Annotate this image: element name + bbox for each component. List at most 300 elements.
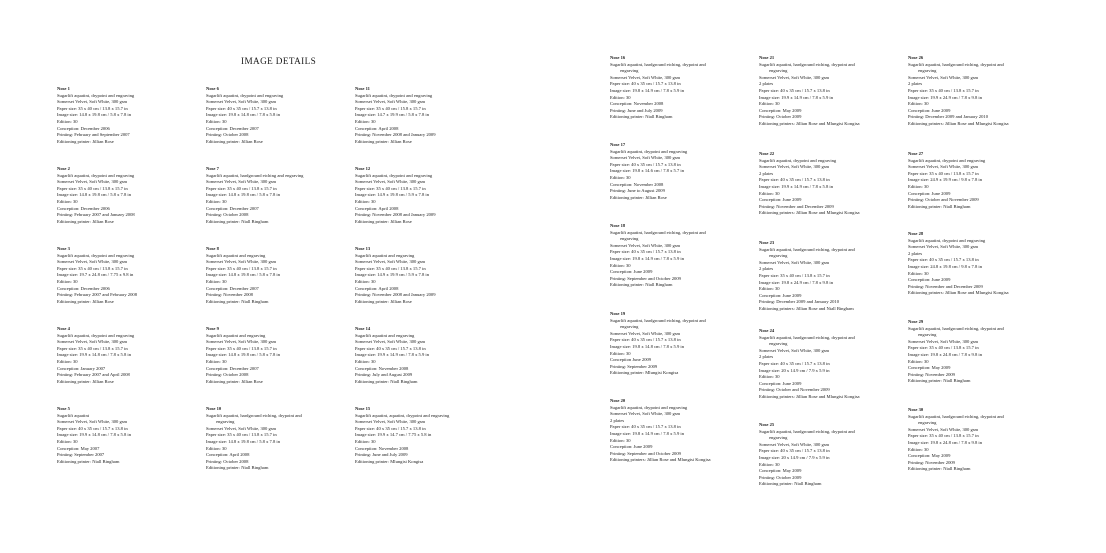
entry-detail-line: Editioning printers: Jillian Rose and Mlungisi Kongisa [759, 210, 860, 216]
entry-detail-line: Printing: October and November 2009 [759, 387, 830, 393]
entry-title: Nose 30 [908, 407, 924, 412]
entry-detail-line: Paper size: 35 x 40 cm / 15.8 x 15.7 in [355, 105, 426, 111]
entry-detail-line: 2 plates [610, 417, 625, 423]
entry-detail-line: Conception: April 2008 [355, 285, 399, 291]
entry-detail-line: Printing: November and December 2009 [759, 203, 834, 209]
entry-detail-line: engraving [620, 236, 639, 242]
entry-detail-line: Printing: February 2007 and April 2008 [57, 372, 130, 378]
entry-detail-line: Somerset Velvet, Soft White, 300 gsm [759, 347, 830, 353]
entry-detail-line: Editioning printer: Jillian Rose [355, 298, 412, 304]
entry-detail-line: Editioning printer: Mlungisi Kongisa [355, 458, 424, 464]
entry-detail-line: Paper size: 35 x 40 cm / 13.8 x 15.7 in [57, 265, 128, 271]
entry-detail-line: Somerset Velvet, Soft White, 300 gsm [57, 99, 128, 105]
entry-detail-line: Conception: November 2008 [610, 181, 664, 187]
entry-detail-line: Somerset Velvet, Soft White, 300 gsm [610, 74, 681, 80]
entry-detail-line: Sugarlift aquatint, drypoint and engraving [355, 172, 433, 178]
entry-detail-line: Edition: 30 [610, 437, 631, 443]
entry-detail-line: Editioning printer: Niall Bingham [610, 114, 673, 120]
entry-detail-line: 2 plates [759, 81, 774, 87]
entry-title: Nose 20 [610, 398, 626, 403]
entry-detail-line: Sugarlift aquatint and engraving [355, 332, 415, 338]
image-detail-entry [206, 326, 280, 385]
entry-detail-line: Printing: February 2007 and January 2008 [57, 212, 135, 218]
entry-detail-line: Somerset Velvet, Soft White, 300 gsm [759, 441, 830, 447]
image-detail-entry [908, 231, 1009, 297]
entry-detail-line: Sugarlift aquatint, drypoint and engraving [355, 92, 433, 98]
image-detail-entry [57, 86, 134, 145]
entry-detail-line: Sugarlift aquatint and engraving [355, 252, 415, 258]
entry-detail-line: Conception: December 2006 [57, 125, 110, 131]
entry-title: Nose 2 [57, 166, 70, 171]
entry-detail-line: Conception: June 2009 [759, 292, 802, 298]
entry-detail-line: Printing: September 2007 [57, 452, 105, 458]
entry-detail-line: Sugarlift aquatint and engraving [206, 252, 266, 258]
entry-title: Nose 24 [759, 328, 775, 333]
entry-detail-line: Conception: May 2009 [908, 365, 951, 371]
entry-detail-line: Paper size: 40 x 35 cm / 15.7 x 13.8 in [610, 424, 681, 430]
entry-detail-line: engraving [769, 253, 788, 259]
entry-detail-line: Sugarlift aquatint, hardground etching, drypoint and [908, 61, 1004, 67]
entry-detail-line: Sugarlift aquatint, aquatint, drypoint and engraving [355, 412, 450, 418]
entry-detail-line: Edition: 30 [206, 445, 227, 451]
entry-detail-line: Image size: 19.8 x 24.8 cm / 7.8 x 9.8 in [908, 351, 982, 357]
entry-detail-line: Paper size: 35 x 40 cm / 13.8 x 15.7 in [355, 265, 426, 271]
entry-detail-line: Conception: December 2006 [57, 285, 110, 291]
entry-detail-line: Sugarlift aquatint, hardground etching, drypoint and [610, 317, 706, 323]
entry-detail-line: Edition: 30 [610, 350, 631, 356]
entry-title: Nose 29 [908, 319, 924, 324]
entry-detail-line: Sugarlift aquatint, drypoint and engraving [908, 157, 986, 163]
entry-detail-line: 2 plates [759, 170, 774, 176]
entry-detail-line: Sugarlift aquatint, drypoint and engraving [610, 148, 688, 154]
entry-detail-line: Conception: May 2009 [759, 468, 802, 474]
entry-detail-line: Edition: 30 [610, 94, 631, 100]
entry-detail-line: Edition: 30 [610, 262, 631, 268]
entry-detail-line: Image size: 14.9 x 19.8 cm / 5.9 x 7.8 in [355, 192, 429, 198]
entry-title: Nose 19 [610, 311, 626, 316]
image-detail-entry [759, 422, 855, 488]
entry-detail-line: Edition: 30 [759, 286, 780, 292]
entry-detail-line: Edition: 30 [57, 438, 78, 444]
entry-detail-line: Sugarlift aquatint, drypoint and engraving [759, 157, 837, 163]
entry-detail-line: Edition: 30 [206, 278, 227, 284]
entry-detail-line: Image size: 14.9 x 19.9 cm / 5.9 x 7.8 in [355, 272, 429, 278]
entry-detail-line: engraving [769, 435, 788, 441]
entry-detail-line: Image size: 19.9 x 14.8 cm / 7.8 x 5.8 in [57, 352, 131, 358]
entry-detail-line: Printing: October 2009 [759, 114, 802, 120]
entry-detail-line: 2 plates [759, 354, 774, 360]
entry-detail-line: Editioning printer: Niall Bingham [908, 203, 971, 209]
entry-detail-line: Printing: October 2009 [759, 474, 802, 480]
entry-title: Nose 14 [355, 326, 371, 331]
image-detail-entry [610, 142, 687, 201]
entry-detail-line: Somerset Velvet, Soft White, 300 gsm [355, 99, 426, 105]
image-detail-entry [206, 246, 280, 305]
entry-detail-line: Sugarlift aquatint, drypoint and engraving [57, 92, 135, 98]
image-detail-entry [908, 407, 1004, 473]
entry-detail-line: Editioning printer: Mlungisi Kongisa [610, 370, 679, 376]
entry-detail-line: Printing: October and November 2009 [908, 197, 979, 203]
entry-detail-line: Sugarlift aquatint, hardground etching, drypoint and [610, 229, 706, 235]
image-detail-entry [610, 223, 706, 289]
entry-detail-line: engraving [918, 68, 937, 74]
entry-detail-line: Somerset Velvet, Soft White, 300 gsm [57, 339, 128, 345]
entry-detail-line: Paper size: 40 x 35 cm / 15.7 x 13.8 in [610, 337, 681, 343]
entry-detail-line: Conception: December 2006 [57, 205, 110, 211]
entry-detail-line: Printing: November 2008 and January 2009 [355, 292, 436, 298]
entry-title: Nose 21 [759, 55, 775, 60]
entry-detail-line: Editioning printer: Niall Bingham [610, 282, 673, 288]
entry-detail-line: Somerset Velvet, Soft White, 300 gsm [908, 426, 979, 432]
entry-detail-line: Editioning printer: Niall Bingham [355, 378, 418, 384]
entry-detail-line: Edition: 30 [57, 278, 78, 284]
entry-detail-line: Conception: December 2007 [206, 285, 259, 291]
entry-detail-line: Edition: 30 [908, 270, 929, 276]
entry-detail-line: Conception: June 2009 [759, 197, 802, 203]
entry-detail-line: Editioning printer: Jillian Rose [610, 194, 667, 200]
entry-detail-line: Sugarlift aquatint, drypoint and engraving [57, 172, 135, 178]
entry-detail-line: Sugarlift aquatint, hardground etching, drypoint and [759, 428, 855, 434]
entry-detail-line: Printing: November and December 2009 [908, 283, 983, 289]
entry-detail-line: Image size: 19.9 x 14.7 cm / 7.75 x 5.8 in [355, 432, 432, 438]
image-detail-entry [355, 166, 436, 225]
entry-detail-line: Edition: 30 [355, 118, 376, 124]
entry-title: Nose 28 [908, 231, 924, 236]
entry-detail-line: Image size: 20 x 14.9 cm / 7.9 x 5.9 in [759, 367, 830, 373]
entry-detail-line: Image size: 19.8 x 14.9 cm / 7.8 x 5.9 in [610, 430, 684, 436]
entry-detail-line: Sugarlift aquatint, hardground etching, drypoint and [610, 61, 706, 67]
entry-detail-line: Conception: April 2008 [355, 205, 399, 211]
entry-detail-line: Paper size: 35 x 40 cm / 13.8 x 15.7 in [206, 432, 277, 438]
entry-detail-line: Paper size: 40 x 35 cm / 15.7 x 13.8 in [355, 345, 426, 351]
entry-detail-line: engraving [620, 68, 639, 74]
entry-detail-line: Image size: 14.8 x 19.8 cm / 5.8 x 7.8 in [206, 192, 280, 198]
entry-detail-line: Image size: 19.7 x 24.8 cm / 7.75 x 9.8 in [57, 272, 134, 278]
entry-detail-line: Editioning printer: Jillian Rose [355, 218, 412, 224]
entry-detail-line: Printing: July and August 2009 [355, 372, 413, 378]
entry-detail-line: engraving [769, 68, 788, 74]
entry-detail-line: Printing: November 2009 [908, 459, 955, 465]
entry-detail-line: Edition: 30 [908, 183, 929, 189]
entry-detail-line: engraving [216, 419, 235, 425]
entry-detail-line: Paper size: 35 x 40 cm / 13.8 x 15.7 in [908, 433, 979, 439]
entry-detail-line: Paper size: 40 x 35 cm / 15.7 x 13.8 in [610, 249, 681, 255]
entry-detail-line: Edition: 30 [57, 118, 78, 124]
entry-title: Nose 25 [759, 422, 775, 427]
entry-detail-line: Image size: 19.9 x 14.9 cm / 7.8 x 5.8 in [759, 183, 833, 189]
entry-detail-line: Edition: 30 [206, 118, 227, 124]
image-detail-entry [355, 326, 429, 385]
entry-detail-line: Somerset Velvet, Soft White, 300 gsm [206, 259, 277, 265]
entry-detail-line: Editioning printers: Jillian Rose and Niall Bingham [759, 305, 854, 311]
entry-detail-line: Editioning printer: Niall Bingham [206, 218, 269, 224]
entry-detail-line: Sugarlift aquatint, drypoint and engraving [57, 252, 135, 258]
entry-detail-line: Image size: 24.8 x 19.8 cm / 9.8 x 7.8 in [908, 263, 982, 269]
entry-detail-line: Sugarlift aquatint, hardground etching and engraving [206, 172, 304, 178]
entry-detail-line: Sugarlift aquatint, drypoint and engraving [206, 92, 284, 98]
entry-detail-line: Image size: 19.9 x 14.8 cm / 7.8 x 5.8 in [57, 432, 131, 438]
entry-detail-line: Printing: September and October 2009 [610, 275, 681, 281]
entry-detail-line: Conception: June 2009 [908, 190, 951, 196]
image-detail-entry [206, 166, 303, 225]
entry-detail-line: Edition: 30 [355, 438, 376, 444]
entry-detail-line: Somerset Velvet, Soft White, 300 gsm [206, 339, 277, 345]
entry-detail-line: Paper size: 40 x 35 cm / 15.7 x 13.8 in [759, 87, 830, 93]
entry-detail-line: Conception: May 2009 [759, 107, 802, 113]
entry-detail-line: Conception: January 2007 [57, 365, 106, 371]
entry-title: Nose 10 [206, 406, 222, 411]
entry-detail-line: Edition: 30 [610, 174, 631, 180]
entry-title: Nose 23 [759, 240, 775, 245]
entry-detail-line: Image size: 14.7 x 19.9 cm / 5.8 x 7.8 in [355, 112, 429, 118]
entry-detail-line: Sugarlift aquatint, hardground etching, drypoint and [908, 325, 1004, 331]
entry-title: Nose 11 [355, 86, 370, 91]
entry-detail-line: Somerset Velvet, Soft White, 300 gsm [57, 259, 128, 265]
entry-detail-line: Printing: November 2008 and January 2009 [355, 132, 436, 138]
entry-title: Nose 22 [759, 151, 775, 156]
entry-detail-line: Paper size: 40 x 35 cm / 15.7 x 13.8 in [759, 177, 830, 183]
entry-detail-line: Paper size: 40 x 35 cm / 15.7 x 13.8 in [610, 81, 681, 87]
entry-title: Nose 27 [908, 151, 924, 156]
entry-title: Nose 6 [206, 86, 219, 91]
entry-detail-line: Printing: September and October 2009 [610, 450, 681, 456]
entry-detail-line: Editioning printer: Jillian Rose [206, 378, 263, 384]
entry-detail-line: Editioning printer: Niall Bingham [908, 378, 971, 384]
entry-detail-line: Edition: 30 [759, 101, 780, 107]
entry-detail-line: Image size: 19.8 x 14.8 cm / 7.8 x 5.8 in [206, 112, 280, 118]
entry-detail-line: Editioning printer: Niall Bingham [206, 465, 269, 471]
entry-detail-line: Paper size: 35 x 40 cm / 13.8 x 15.7 in [57, 105, 128, 111]
entry-detail-line: Sugarlift aquatint, hardground etching, drypoint and [908, 413, 1004, 419]
image-detail-entry [610, 55, 706, 121]
entry-detail-line: Editioning printer: Niall Bingham [908, 466, 971, 472]
entry-detail-line: Paper size: 40 x 35 cm / 15.7 x 13.8 in [610, 161, 681, 167]
entry-detail-line: Edition: 30 [759, 374, 780, 380]
entry-detail-line: Somerset Velvet, Soft White, 300 gsm [759, 164, 830, 170]
entry-detail-line: Printing: June to August 2009 [610, 188, 665, 194]
entry-detail-line: Somerset Velvet, Soft White, 300 gsm [908, 244, 979, 250]
entry-detail-line: Image size: 14.8 x 19.8 cm / 5.8 x 7.8 in [206, 352, 280, 358]
page-title: IMAGE DETAILS [241, 56, 317, 66]
image-detail-entry [57, 166, 135, 225]
entry-detail-line: Paper size: 35 x 40 cm / 13.8 x 15.7 in [908, 170, 979, 176]
entry-detail-line: Image size: 19.9 x 14.9 cm / 7.8 x 5.9 in [759, 94, 833, 100]
entry-detail-line: Edition: 30 [759, 461, 780, 467]
entry-detail-line: Printing: December 2009 and January 2010 [759, 299, 839, 305]
entry-detail-line: engraving [620, 324, 639, 330]
entry-title: Nose 9 [206, 326, 219, 331]
entry-detail-line: Edition: 30 [57, 358, 78, 364]
image-detail-entry [57, 406, 131, 465]
entry-detail-line: Conception: December 2007 [206, 205, 259, 211]
entry-detail-line: Somerset Velvet, Soft White, 300 gsm [759, 74, 830, 80]
entry-detail-line: Printing: February and September 2007 [57, 132, 130, 138]
entry-detail-line: Somerset Velvet, Soft White, 300 gsm [908, 74, 979, 80]
entry-detail-line: Editioning printers: Jillian Rose and Mlungisi Kongisa [759, 120, 860, 126]
image-detail-entry [908, 319, 1004, 385]
entry-title: Nose 12 [355, 166, 371, 171]
entry-detail-line: Editioning printers: Jillian Rose and Mlungisi Kongisa [610, 457, 711, 463]
entry-detail-line: engraving [918, 332, 937, 338]
image-detail-entry [610, 398, 711, 464]
entry-detail-line: Editioning printer: Jillian Rose [57, 218, 114, 224]
entry-detail-line: Editioning printer: Niall Bingham [206, 298, 269, 304]
entry-title: Nose 7 [206, 166, 219, 171]
entry-detail-line: Somerset Velvet, Soft White, 300 gsm [610, 242, 681, 248]
entry-title: Nose 15 [355, 406, 371, 411]
entry-detail-line: Conception: June 2009 [908, 107, 951, 113]
entry-detail-line: Somerset Velvet, Soft White, 300 gsm [206, 425, 277, 431]
entry-detail-line: Conception: June 2009 [610, 269, 653, 275]
entry-detail-line: Conception: November 2008 [355, 365, 409, 371]
entry-detail-line: Sugarlift aquatint and engraving [206, 332, 266, 338]
entry-detail-line: Conception June 2009 [610, 357, 652, 363]
image-detail-entry [206, 406, 302, 472]
entry-detail-line: Printing: October 2008 [206, 132, 249, 138]
entry-title: Nose 5 [57, 406, 70, 411]
entry-detail-line: Edition: 30 [355, 278, 376, 284]
entry-detail-line: Edition: 30 [759, 190, 780, 196]
image-detail-entry [355, 406, 449, 465]
entry-detail-line: Somerset Velvet, Soft White, 300 gsm [57, 179, 128, 185]
entry-detail-line: Edition: 30 [57, 198, 78, 204]
image-detail-entry [759, 55, 860, 128]
entry-detail-line: Edition: 30 [908, 101, 929, 107]
entry-detail-line: Somerset Velvet, Soft White, 300 gsm [908, 164, 979, 170]
entry-detail-line: Edition: 30 [206, 358, 227, 364]
entry-detail-line: Conception: April 2008 [206, 452, 250, 458]
entry-detail-line: Edition: 30 [908, 446, 929, 452]
entry-detail-line: Paper size: 35 x 40 cm / 13.8 x 15.7 in [57, 345, 128, 351]
image-detail-entry [759, 328, 860, 401]
entry-detail-line: Printing: October 2008 [206, 458, 249, 464]
entry-detail-line: Sugarlift aquatint [57, 412, 90, 418]
entry-detail-line: Somerset Velvet, Soft White, 300 gsm [355, 179, 426, 185]
entry-detail-line: Conception: April 2008 [355, 125, 399, 131]
entry-detail-line: Conception: June 2009 [610, 444, 653, 450]
entry-detail-line: Paper size: 35 x 40 cm / 13.8 x 15.7 in [908, 87, 979, 93]
entry-detail-line: Sugarlift aquatint, drypoint and engraving [908, 237, 986, 243]
entry-detail-line: Paper size: 35 x 40 cm / 13.8 x 15.7 in [206, 345, 277, 351]
entry-detail-line: Paper size: 35 x 40 cm / 13.8 x 15.7 in [206, 265, 277, 271]
entry-detail-line: Conception: June 2009 [759, 380, 802, 386]
image-detail-entry [759, 151, 860, 217]
entry-detail-line: Edition: 30 [355, 198, 376, 204]
entry-detail-line: Paper size: 35 x 40 cm / 13.8 x 15.7 in [908, 345, 979, 351]
image-detail-entry [908, 55, 1009, 128]
entry-detail-line: engraving [769, 341, 788, 347]
entry-detail-line: 2 plates [908, 81, 923, 87]
entry-detail-line: Paper size: 40 x 35 cm / 15.7 x 13.8 in [908, 257, 979, 263]
entry-detail-line: Image size: 19.8 x 14.6 cm / 7.8 x 5.7 in [610, 168, 684, 174]
entry-title: Nose 26 [908, 55, 924, 60]
entry-detail-line: Edition: 30 [908, 358, 929, 364]
entry-detail-line: Image size: 24.9 x 19.9 cm / 9.8 x 7.8 in [908, 177, 982, 183]
entry-detail-line: Editioning printer: Jillian Rose [57, 138, 114, 144]
entry-detail-line: Image size: 19.8 x 24.9 cm / 7.8 x 9.8 in [759, 279, 833, 285]
entry-detail-line: Image size: 14.8 x 19.8 cm / 5.8 x 7.8 in [206, 272, 280, 278]
entry-detail-line: Editioning printers: Jillian Rose and Mlungisi Kongisa [908, 290, 1009, 296]
entry-detail-line: Printing: June and July 2009 [355, 452, 408, 458]
image-detail-entry [57, 326, 134, 385]
entry-detail-line: Printing: October 2008 [206, 212, 249, 218]
entry-detail-line: Image size: 19.8 x 14.9 cm / 7.8 x 5.9 in [610, 87, 684, 93]
entry-detail-line: Paper size: 40 x 35 cm / 15.7 x 13.8 in [206, 105, 277, 111]
entry-detail-line: Paper size: 35 x 40 cm / 13.8 x 15.7 in [206, 185, 277, 191]
entry-detail-line: Printing: September 2009 [610, 363, 658, 369]
entry-detail-line: Somerset Velvet, Soft White, 300 gsm [610, 411, 681, 417]
entry-detail-line: Printing: February 2007 and February 2008 [57, 292, 137, 298]
entry-detail-line: Image size: 19.9 x 24.9 cm / 7.8 x 9.8 in [908, 94, 982, 100]
entry-detail-line: Editioning printers: Jillian Rose and Mlungisi Kongisa [908, 120, 1009, 126]
entry-detail-line: Edition: 30 [355, 358, 376, 364]
entry-detail-line: Sugarlift aquatint, hardground etching, drypoint and [759, 246, 855, 252]
entry-detail-line: engraving [918, 420, 937, 426]
entry-detail-line: Sugarlift aquatint, hardground etching, drypoint and [759, 61, 855, 67]
entry-title: Nose 13 [355, 246, 371, 251]
entry-detail-line: Somerset Velvet, Soft White, 300 gsm [57, 419, 128, 425]
image-detail-entry [759, 240, 855, 313]
entry-detail-line: Image size: 19.8 x 14.9 cm / 7.8 x 5.9 in [610, 255, 684, 261]
entry-detail-line: Image size: 20 x 14.9 cm / 7.9 x 5.9 in [759, 454, 830, 460]
entry-detail-line: Conception: November 2008 [355, 445, 409, 451]
entry-detail-line: Editioning printer: Jillian Rose [355, 138, 412, 144]
entry-detail-line: Editioning printer: Jillian Rose [57, 378, 114, 384]
entry-detail-line: Sugarlift aquatint, drypoint and engraving [610, 404, 688, 410]
entry-detail-line: Conception: May 2007 [57, 445, 100, 451]
entry-detail-line: Sugarlift aquatint, drypoint and engraving [57, 332, 135, 338]
entry-detail-line: Conception: December 2007 [206, 365, 259, 371]
entry-detail-line: Somerset Velvet, Soft White, 300 gsm [610, 330, 681, 336]
entry-detail-line: Paper size: 35 x 40 cm / 13.8 x 15.7 in [355, 185, 426, 191]
entry-detail-line: Somerset Velvet, Soft White, 300 gsm [206, 99, 277, 105]
entry-detail-line: Conception: June 2009 [908, 277, 951, 283]
entry-detail-line: Paper size: 40 x 35 cm / 15.7 x 13.8 in [759, 360, 830, 366]
entry-detail-line: Image size: 14.8 x 19.8 cm / 5.8 x 7.8 in [206, 438, 280, 444]
entry-detail-line: Editioning printer: Jillian Rose [206, 138, 263, 144]
entry-detail-line: Printing: October 2008 [206, 372, 249, 378]
entry-detail-line: Paper size: 40 x 35 cm / 15.7 x 13.8 in [759, 448, 830, 454]
entry-detail-line: Editioning printer: Niall Bingham [57, 458, 120, 464]
image-detail-entry [610, 311, 706, 377]
image-detail-entry [908, 151, 985, 210]
entry-title: Nose 8 [206, 246, 219, 251]
entry-detail-line: Conception: November 2008 [610, 101, 664, 107]
entry-detail-line: Image size: 19.8 x 24.8 cm / 7.8 x 9.8 in [908, 439, 982, 445]
entry-detail-line: Conception: December 2007 [206, 125, 259, 131]
entry-detail-line: Editioning printer: Niall Bingham [759, 481, 822, 487]
entry-detail-line: Paper size: 40 x 35 cm / 15.7 x 13.8 in [355, 425, 426, 431]
entry-detail-line: Sugarlift aquatint, hardground etching, drypoint and [759, 334, 855, 340]
entry-detail-line: Somerset Velvet, Soft White, 300 gsm [355, 339, 426, 345]
image-detail-entry [355, 86, 436, 145]
entry-detail-line: Somerset Velvet, Soft White, 300 gsm [759, 259, 830, 265]
entry-detail-line: Somerset Velvet, Soft White, 300 gsm [610, 155, 681, 161]
entry-detail-line: Editioning printer: Jillian Rose [57, 298, 114, 304]
entry-detail-line: Somerset Velvet, Soft White, 300 gsm [206, 179, 277, 185]
entry-detail-line: Printing: December 2009 and January 2010 [908, 114, 988, 120]
entry-detail-line: Image size: 19.9 x 14.9 cm / 7.8 x 5.9 in [355, 352, 429, 358]
entry-title: Nose 16 [610, 55, 626, 60]
entry-detail-line: Image size: 19.8 x 14.8 cm / 7.8 x 5.9 in [610, 343, 684, 349]
entry-detail-line: Printing: November 2008 and January 2009 [355, 212, 436, 218]
entry-detail-line: Image size: 14.8 x 19.8 cm / 5.8 x 7.8 in [57, 112, 131, 118]
entry-detail-line: Somerset Velvet, Soft White, 300 gsm [355, 259, 426, 265]
entry-detail-line: Editioning printers: Jillian Rose and Mlungisi Kongisa [759, 393, 860, 399]
image-detail-entry [355, 246, 436, 305]
entry-title: Nose 17 [610, 142, 626, 147]
entry-detail-line: Sugarlift aquatint, hardground etching, drypoint and [206, 412, 302, 418]
